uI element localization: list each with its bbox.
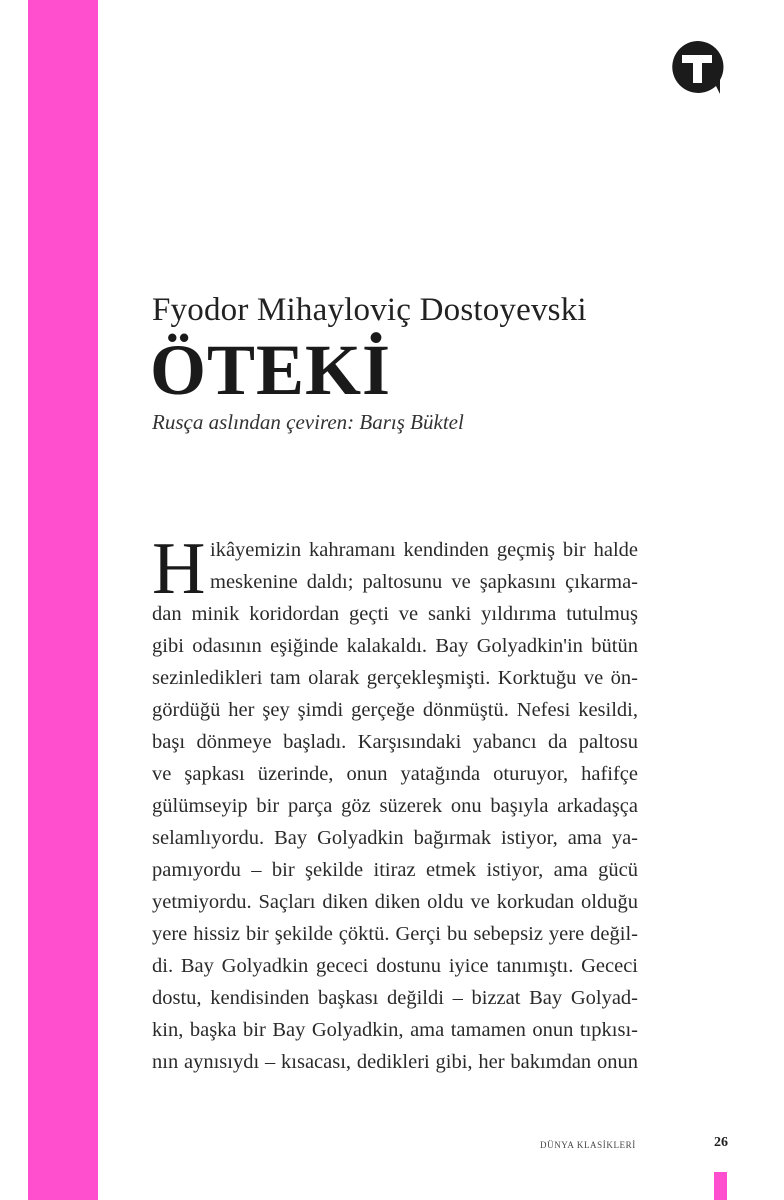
text-line: gülümseyip bir parça göz süzerek onu başıyla arkadaşça <box>152 795 638 817</box>
text-line: ikâyemizin kahramanı kendinden geçmiş bir halde <box>210 539 638 561</box>
text-line: dostu, kendisinden başkası değildi – bizzat Bay Golyad- <box>152 987 638 1009</box>
book-title: ÖTEKİ <box>150 330 392 410</box>
text-line: yetmiyordu. Saçları diken diken oldu ve korkudan olduğu <box>152 891 638 913</box>
series-label: DÜNYA KLASİKLERİ <box>540 1140 636 1150</box>
text-line: dan minik koridordan geçti ve sanki yıldırıma tutulmuş <box>152 603 638 625</box>
text-line: meskenine daldı; paltosunu ve şapkasını çıkarma- <box>210 571 638 593</box>
text-line: ve şapkası üzerinde, onun yatağında oturuyor, hafifçe <box>152 763 638 785</box>
text-line: gibi odasının eşiğinde kalakaldı. Bay Golyadkin'in bütün <box>152 635 638 657</box>
magenta-side-band <box>28 0 98 1200</box>
text-line: selamlıyordu. Bay Golyadkin bağırmak istiyor, ama ya- <box>152 827 638 849</box>
magenta-page-tab <box>714 1172 727 1200</box>
t-publisher-logo-icon <box>668 38 726 96</box>
page-number: 26 <box>714 1135 728 1150</box>
text-line: yere hissiz bir şekilde çöktü. Gerçi bu sebepsiz yere değil- <box>152 923 638 945</box>
text-line: sezinledikleri tam olarak gerçekleşmişti. Korktuğu ve ön- <box>152 667 638 689</box>
text-line: pamıyordu – bir şekilde itiraz etmek istiyor, ama gücü <box>152 859 638 881</box>
text-line: başı dönmeye başladı. Karşısındaki yabancı da paltosu <box>152 731 638 753</box>
text-line: kin, başka bir Bay Golyadkin, ama tamamen onun tıpkısı- <box>152 1019 638 1041</box>
author-name: Fyodor Mihayloviç Dostoyevski <box>152 292 587 328</box>
drop-cap: H <box>152 528 206 610</box>
text-line: di. Bay Golyadkin gececi dostunu iyice tanımıştı. Gececi <box>152 955 638 977</box>
translator-credit: Rusça aslından çeviren: Barış Büktel <box>152 410 464 434</box>
text-line: nın aynısıydı – kısacası, dedikleri gibi, her bakımdan onun <box>152 1051 638 1073</box>
text-line: gördüğü her şey şimdi gerçeğe dönmüştü. Nefesi kesildi, <box>152 699 638 721</box>
